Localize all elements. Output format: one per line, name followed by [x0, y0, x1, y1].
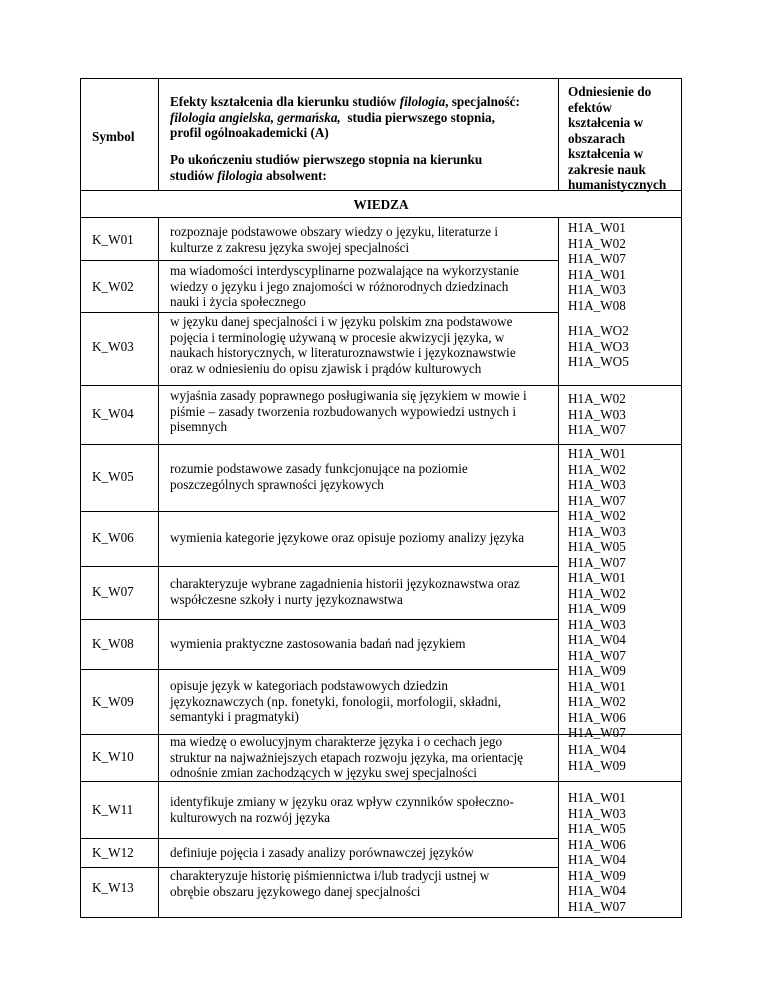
reference-list: H1A_W02 H1A_W03 H1A_W07: [568, 391, 626, 437]
header-reference: Odniesienie do efektów kształcenia w obszarach kształcenia w zakresie nauk humanistycznych: [568, 84, 667, 192]
row-description: wymienia praktyczne zastosowania badań nad językiem: [170, 636, 466, 651]
row-symbol: K_W01: [92, 232, 134, 247]
reference-list: H1A_W01 H1A_W02 H1A_W03 H1A_W07 H1A_W02 H1A_W03 H1A_W05 H1A_W07 H1A_W01 H1A_W02 H1A_W09 H1A_W03 H1A_W04 H1A_W07 H1A_W09 H1A_W01 H1A_W02 H1A_W06 H1A_W07: [568, 446, 626, 740]
row-symbol: K_W09: [92, 694, 134, 709]
reference-list: H1A_W01 H1A_W02 H1A_W07 H1A_W01 H1A_W03 H1A_W08: [568, 220, 626, 313]
row-description: definiuje pojęcia i zasady analizy porównawczej języków: [170, 845, 474, 860]
row-symbol: K_W10: [92, 749, 134, 764]
row-symbol: K_W08: [92, 636, 134, 651]
header-graduate-intro: Po ukończeniu studiów pierwszego stopnia na kierunku studiów filologia absolwent:: [170, 152, 483, 183]
row-description: wyjaśnia zasady poprawnego posługiwania się językiem w mowie i piśmie – zasady tworzenia rozbudowanych wypowiedzi ustnych i pisemnych: [170, 388, 527, 434]
reference-list: H1A_WO2 H1A_WO3 H1A_WO5: [568, 323, 629, 369]
row-symbol: K_W05: [92, 469, 134, 484]
row-symbol: K_W03: [92, 339, 134, 354]
reference-list: H1A_W01 H1A_W03 H1A_W05 H1A_W06 H1A_W04 H1A_W09 H1A_W04 H1A_W07: [568, 790, 626, 914]
row-symbol: K_W07: [92, 584, 134, 599]
row-symbol: K_W12: [92, 845, 134, 860]
row-description: identyfikuje zmiany w języku oraz wpływ czynników społeczno- kulturowych na rozwój języka: [170, 794, 514, 825]
row-symbol: K_W04: [92, 406, 134, 421]
section-title: WIEDZA: [353, 197, 409, 212]
row-symbol: K_W11: [92, 802, 134, 817]
row-symbol: K_W06: [92, 530, 134, 545]
header-symbol: Symbol: [92, 129, 135, 144]
row-symbol: K_W13: [92, 880, 134, 895]
row-description: rozumie podstawowe zasady funkcjonujące na poziomie poszczególnych sprawności językowych: [170, 461, 468, 492]
row-description: charakteryzuje historię piśmiennictwa i/lub tradycji ustnej w obrębie obszaru językowego danej specjalności: [170, 868, 490, 899]
row-description: ma wiedzę o ewolucyjnym charakterze języka i o cechach jego struktur na najważniejszych etapach rozwoju języka, ma orientację odnośnie zmian zachodzących w języku swej specjalności: [170, 734, 523, 780]
row-description: wymienia kategorie językowe oraz opisuje poziomy analizy języka: [170, 530, 525, 545]
row-description: w języku danej specjalności i w języku polskim zna podstawowe pojęcia i terminologię używaną w procesie akwizycji języka, w naukach historycznych, w literaturoznawstwie i językoznawstwie oraz w odniesieniu do opisu zjawisk i prądów kulturowych: [170, 314, 516, 376]
row-description: ma wiadomości interdyscyplinarne pozwalające na wykorzystanie wiedzy o języku i jego znajomości w różnorodnych dziedzinach nauki i życia społecznego: [170, 263, 519, 309]
reference-list: H1A_W04 H1A_W09: [568, 742, 626, 773]
row-symbol: K_W02: [92, 279, 134, 294]
header-effects-title: Efekty kształcenia dla kierunku studiów filologia, specjalność: filologia angielska, germańska, studia pierwszego stopnia, profil ogólnoakademicki (A): [170, 94, 520, 140]
row-description: charakteryzuje wybrane zagadnienia historii językoznawstwa oraz współczesne szkoły i nurty językoznawstwa: [170, 576, 520, 607]
row-description: opisuje język w kategoriach podstawowych dziedzin językoznawczych (np. fonetyki, fonologii, morfologii, składni, semantyki i pragmatyki): [170, 678, 502, 724]
row-description: rozpoznaje podstawowe obszary wiedzy o języku, literaturze i kulturze z zakresu języka swojej specjalności: [170, 224, 499, 255]
